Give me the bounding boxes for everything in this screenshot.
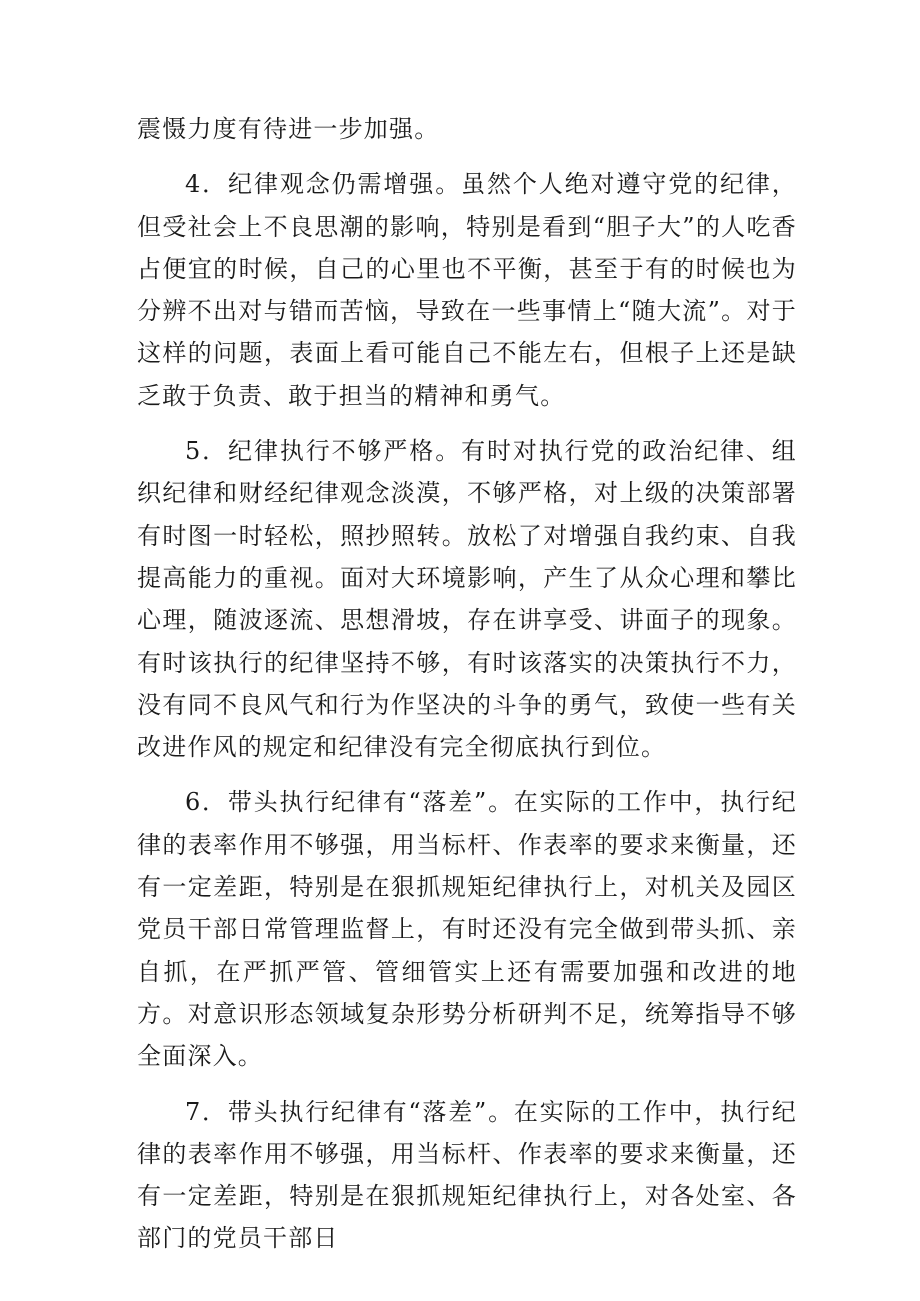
paragraph-item-7: 7．带头执行纪律有“落差”。在实际的工作中，执行纪律的表率作用不够强，用当标杆、作表率的要求来衡量，还有一定差距，特别是在狠抓规矩纪律执行上，对各处室、各部门的党员干部日 — [137, 1097, 797, 1253]
paragraph-item-6: 6．带头执行纪律有“落差”。在实际的工作中，执行纪律的表率作用不够强，用当标杆、作表率的要求来衡量，还有一定差距，特别是在狠抓规矩纪律执行上，对机关及园区党员干部日常管理监督上，有时还没有完全做到带头抓、亲自抓，在严抓严管、管细管实上还有需要加强和改进的地方。对意识形态领域复杂形势分析研判不足，统筹指导不够全面深入。 — [137, 788, 797, 1071]
paragraph-item-4: 4．纪律观念仍需增强。虽然个人绝对遵守党的纪律，但受社会上不良思潮的影响，特别是看到“胆子大”的人吃香占便宜的时候，自己的心里也不平衡，甚至于有的时候也为分辨不出对与错而苦恼，导致在一些事情上“随大流”。对于这样的问题，表面上看可能自己不能左右，但根子上还是缺乏敢于负责、敢于担当的精神和勇气。 — [137, 170, 797, 410]
paragraph-item-5: 5．纪律执行不够严格。有时对执行党的政治纪律、组织纪律和财经纪律观念淡漠，不够严格，对上级的决策部署有时图一时轻松，照抄照转。放松了对增强自我约束、自我提高能力的重视。面对大环境影响，产生了从众心理和攀比心理，随波逐流、思想滑坡，存在讲享受、讲面子的现象。有时该执行的纪律坚持不够，有时该落实的决策执行不力，没有同不良风气和行为作坚决的斗争的勇气，致使一些有关改进作风的规定和纪律没有完全彻底执行到位。 — [137, 437, 797, 762]
paragraph-continued: 震慑力度有待进一步加强。 — [137, 115, 440, 143]
document-body — [137, 108, 797, 1273]
